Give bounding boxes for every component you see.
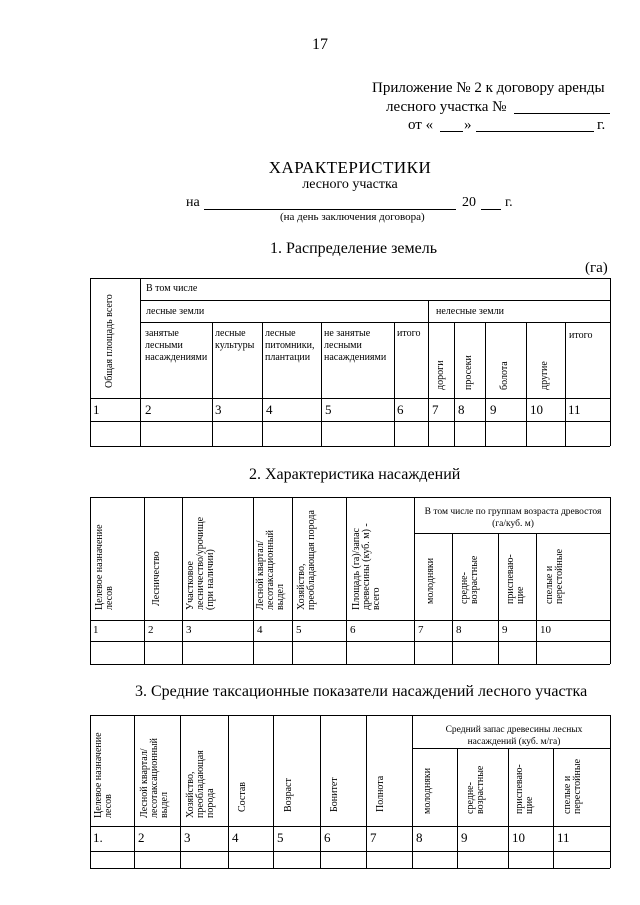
section-3-title: 3. Средние таксационные показатели насаждений лесного участка	[135, 683, 588, 700]
col-clearings: просеки	[463, 355, 474, 390]
section-1-unit: (га)	[585, 260, 608, 276]
s3-col-quarter: Лесной квартал/ лесотаксационный выдел	[139, 738, 170, 818]
nonforest-lands-header: нелесные земли	[436, 306, 504, 317]
s3-col-purpose: Целевое назначение лесов	[93, 732, 114, 818]
including-header: В том числе	[146, 283, 198, 294]
num-2: 2	[145, 402, 152, 417]
s3-num-4: 4	[232, 830, 239, 845]
s3-col-economy: Хозяйство, преобладающая порода	[185, 750, 216, 818]
document-title: ХАРАКТЕРИСТИКИ	[268, 158, 432, 177]
col-total-area: Общая площадь всего	[104, 294, 115, 388]
s2-num-9: 9	[502, 624, 508, 636]
s3-num-7: 7	[370, 830, 377, 845]
s2-num-8: 8	[456, 624, 462, 636]
date-note: (на день заключения договора)	[280, 211, 425, 223]
contract-number-blank	[514, 113, 610, 114]
s2-num-2: 2	[148, 624, 154, 636]
col-occupied-stands: занятые лесными насаждениями	[145, 328, 208, 363]
s2-num-4: 4	[257, 624, 263, 636]
col-nurseries: лесные питомники, плантации	[265, 328, 315, 363]
month-blank	[476, 131, 594, 132]
forest-lands-header: лесные земли	[146, 306, 205, 317]
s2-col-premature: приспеваю-щие	[505, 554, 526, 604]
appendix-quote: »	[464, 117, 472, 133]
s2-num-7: 7	[418, 624, 424, 636]
s2-col-young: молодняки	[425, 557, 436, 604]
num-7: 7	[432, 402, 439, 417]
s3-num-11: 11	[557, 830, 570, 845]
num-6: 6	[397, 402, 404, 417]
s2-num-5: 5	[296, 624, 302, 636]
s3-col-premature: приспеваю-щие	[514, 764, 535, 814]
col-forest-total: итого	[397, 328, 421, 339]
s3-avg-stock-header: Средний запас древесины лесных насаждений (куб. м/га)	[445, 725, 583, 747]
appendix-year-suffix: г.	[597, 117, 606, 133]
num-1: 1	[93, 402, 100, 417]
col-swamps: болота	[499, 361, 510, 390]
year-suffix: г.	[505, 195, 513, 210]
s2-num-10: 10	[540, 624, 551, 636]
s3-num-5: 5	[277, 830, 284, 845]
year-prefix: 20	[462, 195, 476, 210]
date-on-label: на	[186, 195, 200, 210]
s3-num-8: 8	[416, 830, 423, 845]
col-unoccupied: не занятые лесными насаждениями	[324, 328, 387, 363]
date-blank	[204, 209, 456, 210]
year-blank	[481, 209, 501, 210]
s2-col-district: Участковое лесничество/урочище (при наличии)	[185, 516, 216, 610]
col-nonforest-total: итого	[569, 330, 593, 341]
appendix-line-2: лесного участка №	[386, 99, 507, 115]
num-5: 5	[325, 402, 332, 417]
day-blank	[440, 131, 463, 132]
s2-col-mature: спелые и перестойные	[544, 548, 565, 604]
s3-num-1: 1.	[93, 830, 103, 845]
s3-num-6: 6	[324, 830, 331, 845]
section-2-title: 2. Характеристика насаждений	[249, 466, 461, 483]
s3-col-density: Полнота	[375, 775, 386, 812]
s2-col-area: Площадь (га)/запас древесины (куб. м) - всего	[351, 523, 382, 610]
s2-col-purpose: Целевое назначение лесов	[94, 524, 115, 610]
document-subtitle: лесного участка	[302, 177, 398, 192]
s3-num-9: 9	[461, 830, 468, 845]
s2-num-6: 6	[350, 624, 356, 636]
s2-col-middle: средне-возрастные	[459, 555, 480, 604]
s2-col-forestry: Лесничество	[151, 551, 162, 606]
num-9: 9	[490, 402, 497, 417]
s2-col-quarter: Лесной квартал/ лесотаксационный выдел	[255, 530, 286, 610]
s2-age-group-header: В том числе по группам возраста древостоя (га/куб. м)	[424, 507, 602, 529]
col-other: другие	[539, 361, 550, 390]
num-11: 11	[568, 402, 581, 417]
col-roads: дороги	[435, 360, 446, 390]
col-forest-crops: лесные культуры	[215, 328, 255, 351]
section-1-title: 1. Распределение земель	[270, 240, 438, 257]
page-number: 17	[312, 36, 328, 53]
s2-num-1: 1	[93, 624, 99, 636]
s3-col-middle: средне-возрастные	[465, 765, 486, 814]
num-8: 8	[458, 402, 465, 417]
num-3: 3	[215, 402, 222, 417]
s3-col-composition: Состав	[237, 781, 248, 812]
s3-num-3: 3	[184, 830, 191, 845]
s3-num-10: 10	[512, 830, 525, 845]
appendix-line-1: Приложение № 2 к договору аренды	[372, 80, 605, 96]
s3-col-young: молодняки	[422, 767, 433, 814]
num-4: 4	[266, 402, 273, 417]
s3-num-2: 2	[138, 830, 145, 845]
num-10: 10	[530, 402, 543, 417]
s3-col-bonitet: Бонитет	[329, 777, 340, 812]
s3-col-age: Возраст	[283, 778, 294, 812]
appendix-from: от «	[408, 117, 434, 133]
s2-num-3: 3	[186, 624, 192, 636]
s2-col-economy: Хозяйство, преобладающая порода	[296, 510, 317, 610]
s3-col-mature: спелые и перестойные	[562, 758, 583, 814]
